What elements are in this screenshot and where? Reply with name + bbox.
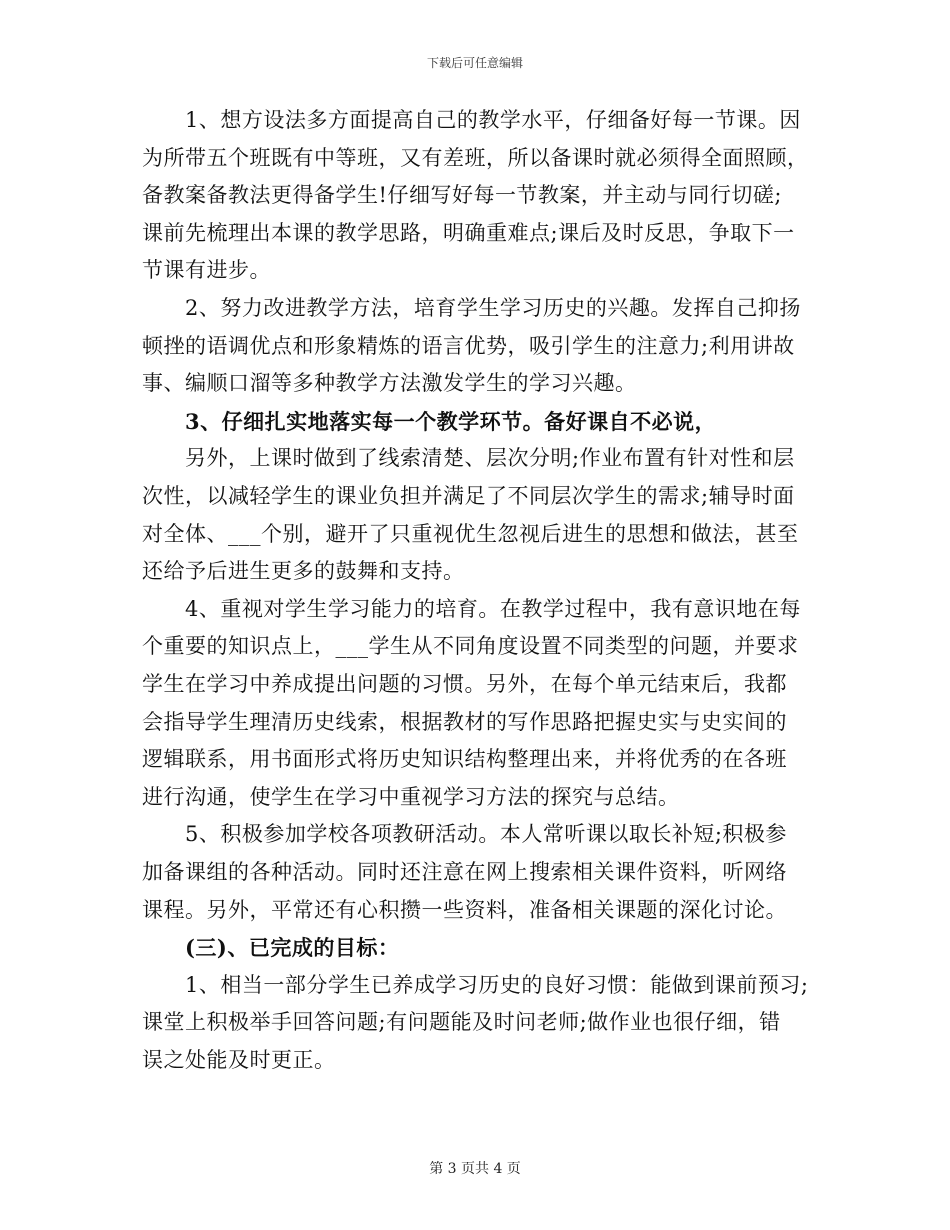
paragraph-6-line-2: 加备课组的各种活动。同时还注意在网上搜索相关课件资料，听网络 [142, 860, 787, 884]
page-footer: 第 3 页共 4 页 [429, 1161, 521, 1177]
paragraph-1-line-1: 1、想方设法多方面提高自己的教学水平，仔细备好每一节课。因 [142, 108, 801, 132]
paragraph-3-line-1: 3、仔细扎实地落实每一个教学环节。备好课自不必说， [142, 409, 717, 434]
paragraph-4-line-1: 另外，上课时做到了线索清楚、层次分明;作业布置有针对性和层 [142, 446, 795, 470]
paragraph-4-line-4: 还给予后进生更多的鼓舞和支持。 [142, 559, 465, 583]
paragraph-4-line-3: 对全体、___个别，避开了只重视优生忽视后进生的思想和做法，甚至 [142, 522, 799, 546]
paragraph-5-line-5: 逻辑联系，用书面形式将历史知识结构整理出来，并将优秀的在各班 [142, 747, 787, 771]
paragraph-5-line-2: 个重要的知识点上，___学生从不同角度设置不同类型的问题，并要求 [142, 634, 799, 658]
paragraph-2-line-2: 顿挫的语调优点和形象精炼的语言优势，吸引学生的注意力;利用讲故 [142, 334, 795, 358]
paragraph-1-line-3: 备教案备教法更得备学生!仔细写好每一节教案，并主动与同行切磋; [142, 183, 783, 207]
paragraph-5-line-6: 进行沟通，使学生在学习中重视学习方法的探究与总结。 [142, 785, 680, 809]
paragraph-2-line-3: 事、编顺口溜等多种教学方法激发学生的学习兴趣。 [142, 371, 637, 395]
paragraph-7-line-1: (三)、已完成的目标： [142, 935, 400, 960]
paragraph-5-line-3: 学生在学习中养成提出问题的习惯。另外，在每个单元结束后，我都 [142, 672, 787, 696]
page-header: 下载后可任意编辑 [426, 56, 523, 70]
paragraph-1-line-5: 节课有进步。 [142, 258, 271, 282]
paragraph-5-line-1: 4、重视对学生学习能力的培育。在教学过程中，我有意识地在每 [142, 597, 801, 621]
paragraph-8-line-3: 误之处能及时更正。 [142, 1048, 336, 1072]
paragraph-1-line-2: 为所带五个班既有中等班，又有差班，所以备课时就必须得全面照顾， [142, 146, 809, 170]
paragraph-8-line-2: 课堂上积极举手回答问题;有问题能及时问老师;做作业也很仔细，错 [142, 1010, 781, 1034]
paragraph-1-line-4: 课前先梳理出本课的教学思路，明确重难点;课后及时反思，争取下一 [142, 221, 795, 245]
paragraph-5-line-4: 会指导学生理清历史线索，根据教材的写作思路把握史实与史实间的 [142, 710, 787, 734]
paragraph-6-line-1: 5、积极参加学校各项教研活动。本人常听课以取长补短;积极参 [142, 822, 787, 846]
paragraph-2-line-1: 2、努力改进教学方法，培育学生学习历史的兴趣。发挥自己抑扬 [142, 296, 801, 320]
paragraph-4-line-2: 次性，以减轻学生的课业负担并满足了不同层次学生的需求;辅导时面 [142, 484, 795, 508]
paragraph-8-line-1: 1、相当一部分学生已养成学习历史的良好习惯：能做到课前预习; [142, 973, 809, 997]
paragraph-6-line-3: 课程。另外，平常还有心积攒一些资料，准备相关课题的深化讨论。 [142, 898, 787, 922]
